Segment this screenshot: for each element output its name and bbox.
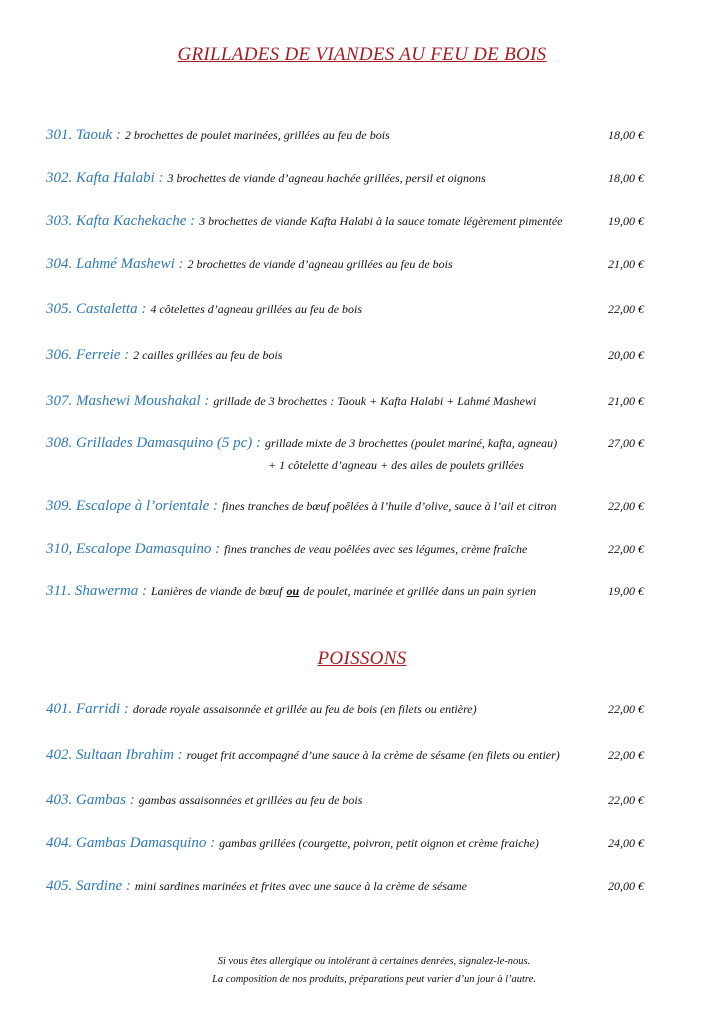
item-name: 303. Kafta Kachekache : (46, 213, 196, 229)
composition-notice: La composition de nos produits, préparations peut varier d’un jour à l’autre. (212, 974, 536, 985)
item-desc: 3 brochettes de viande d’agneau hachée grillées, persil et oignons (167, 171, 486, 185)
item-desc: fines tranches de veau poêlées avec ses légumes, crème fraîche (224, 542, 528, 556)
menu-item-404 (46, 833, 646, 853)
item-desc: de poulet, marinée et grillée dans un pain syrien (303, 584, 537, 598)
item-price: 27,00 € (608, 436, 644, 450)
item-desc: 4 côtelettes d’agneau grillées au feu de bois (150, 302, 363, 316)
item-price: 22,00 € (608, 702, 644, 716)
allergy-notice: Si vous êtes allergique ou intolérant à certaines denrées, signalez-le-nous. (217, 956, 531, 967)
item-name: 302. Kafta Halabi : (46, 170, 164, 186)
menu-item-302 (46, 168, 646, 188)
item-desc: Lanières de viande de bœuf (150, 584, 283, 598)
item-desc: mini sardines marinées et frites avec une sauce à la crème de sésame (134, 879, 467, 893)
item-name: 403. Gambas : (46, 792, 135, 808)
item-desc: grillade de 3 brochettes : Taouk + Kafta Halabi + Lahmé Mashewi (213, 394, 537, 408)
menu-item-405 (46, 876, 646, 896)
section-title-poissons: POISSONS (317, 648, 407, 669)
item-desc: fines tranches de bœuf poêlées à l’huile d’olive, sauce à l’ail et citron (222, 499, 557, 513)
menu-item-403 (46, 790, 646, 810)
item-price: 22,00 € (608, 499, 644, 513)
menu-item-301 (46, 125, 646, 145)
item-desc: 2 cailles grillées au feu de bois (133, 348, 283, 362)
item-name: 305. Castaletta : (46, 301, 147, 317)
item-desc-continued: + 1 côtelette d’agneau + des ailes de poulets grillées (268, 458, 524, 472)
item-price: 18,00 € (608, 128, 644, 142)
item-price: 24,00 € (608, 836, 644, 850)
item-desc-emphasis: ou (286, 584, 300, 598)
item-desc: dorade royale assaisonnée et grillée au feu de bois (en filets ou entière) (132, 702, 477, 716)
item-name: 404. Gambas Damasquino : (46, 835, 216, 851)
item-desc: rouget frit accompagné d’une sauce à la crème de sésame (en filets ou entier) (186, 748, 560, 762)
item-desc: 3 brochettes de viande Kafta Halabi à la sauce tomate légèrement pimentée (199, 214, 563, 228)
item-name: 405. Sardine : (46, 878, 131, 894)
item-price: 18,00 € (608, 171, 644, 185)
item-name: 301. Taouk : (46, 127, 121, 143)
menu-item-307 (46, 391, 646, 411)
item-price: 22,00 € (608, 748, 644, 762)
item-price: 20,00 € (608, 348, 644, 362)
item-price: 22,00 € (608, 542, 644, 556)
section-title-grillades: GRILLADES DE VIANDES AU FEU DE BOIS (177, 44, 547, 65)
menu-item-306 (46, 345, 646, 365)
item-name: 311. Shawerma : (46, 583, 147, 599)
item-name: 306. Ferreie : (46, 347, 130, 363)
item-desc: gambas grillées (courgette, poivron, petit oignon et crème fraiche) (219, 836, 539, 850)
item-desc: grillade mixte de 3 brochettes (poulet mariné, kafta, agneau) (264, 436, 558, 450)
item-name: 401. Farridi : (46, 701, 129, 717)
menu-item-303 (46, 211, 646, 231)
menu-item-401 (46, 699, 646, 719)
menu-item-309 (46, 496, 646, 516)
menu-item-402 (46, 745, 646, 765)
item-name: 304. Lahmé Mashewi : (46, 256, 184, 272)
item-price: 19,00 € (608, 584, 644, 598)
item-name: 308. Grillades Damasquino (5 pc) : (46, 435, 261, 451)
menu-item-310 (46, 539, 646, 559)
item-name: 310, Escalope Damasquino : (46, 541, 221, 557)
menu-item-308 (46, 433, 646, 453)
menu-item-311 (46, 581, 646, 601)
menu-item-304 (46, 254, 646, 274)
item-desc: 2 brochettes de poulet marinées, grillées au feu de bois (124, 128, 390, 142)
item-price: 22,00 € (608, 302, 644, 316)
item-price: 19,00 € (608, 214, 644, 228)
item-desc: gambas assaisonnées et grillées au feu de bois (138, 793, 363, 807)
menu-item-305 (46, 299, 646, 319)
item-name: 307. Mashewi Moushakal : (46, 393, 210, 409)
item-desc: 2 brochettes de viande d’agneau grillées au feu de bois (187, 257, 453, 271)
item-price: 20,00 € (608, 879, 644, 893)
item-price: 22,00 € (608, 793, 644, 807)
item-name: 309. Escalope à l’orientale : (46, 498, 219, 514)
item-name: 402. Sultaan Ibrahim : (46, 747, 183, 763)
item-price: 21,00 € (608, 394, 644, 408)
item-price: 21,00 € (608, 257, 644, 271)
